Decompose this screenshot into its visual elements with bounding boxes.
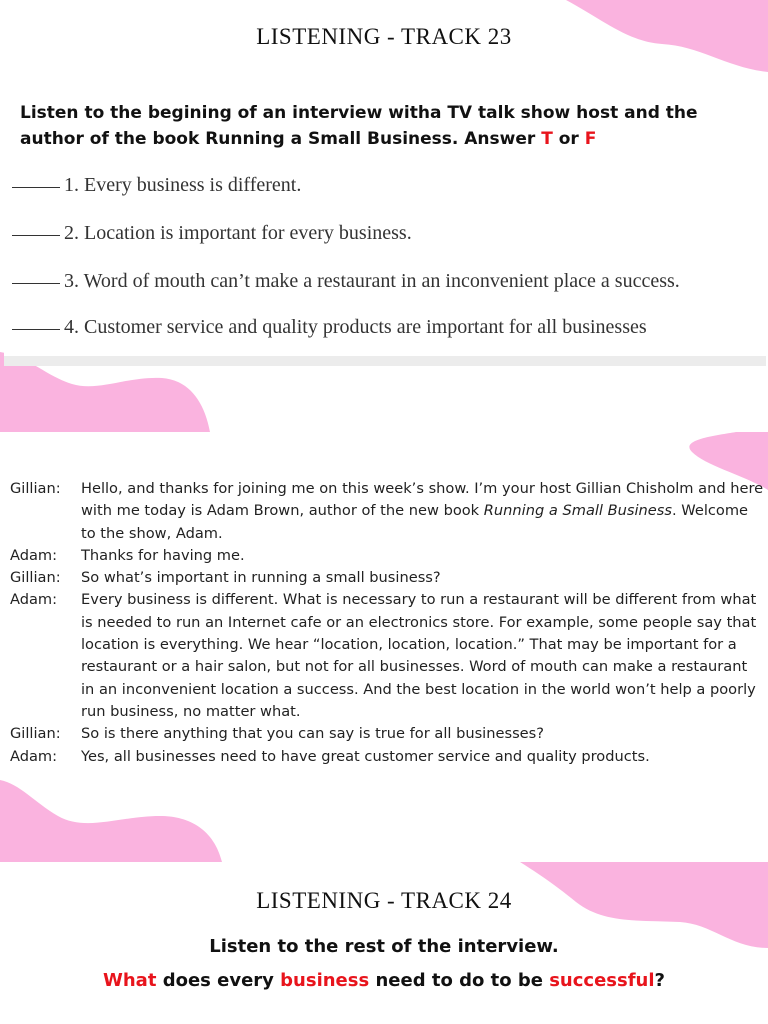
dialogue-line [10, 723, 765, 745]
question-line: What does every business need to do to be successful? [103, 970, 665, 991]
section-title: LISTENING - TRACK 24 [256, 888, 512, 913]
book-title: Running a Small Business [483, 502, 672, 520]
slide-transcript [0, 432, 768, 862]
instruction-line: Listen to the rest of the interview. [209, 936, 559, 957]
dialogue-line [10, 746, 765, 768]
question-item: 2. Location is important for every business. [12, 222, 412, 245]
answer-blank[interactable] [12, 283, 60, 284]
dialogue-text: Every business is different. What is necessary to run a restaurant will be different from what is needed to run an Internet cafe or an electronics store. For example, some people say that location is everything. We hear “location, location, location.” That may be important for a restaurant or a hair salon, but not for all businesses. Word of mouth can make a restaurant in an inconvenient location a success. And the best location in the world won’t help a poorly run business, no matter what. [81, 591, 757, 720]
speaker-name: Adam: [10, 747, 58, 765]
dialogue-line [10, 545, 765, 567]
answer-blank[interactable] [12, 329, 60, 330]
speaker-name: Gillian: [10, 725, 61, 743]
slide-track-24 [0, 862, 768, 1024]
speaker-name: Gillian: [10, 569, 61, 587]
true-label: T [541, 129, 553, 149]
question-item: 4. Customer service and quality products are important for all businesses [12, 316, 647, 339]
answer-blank[interactable] [12, 187, 60, 188]
dialogue-text: Yes, all businesses need to have great customer service and quality products. [81, 747, 650, 765]
dialogue-text: So is there anything that you can say is true for all businesses? [81, 725, 545, 743]
instruction-text: Listen to the begining of an interview witha TV talk show host and the author of the book Running a Small Business. Answer T or F [20, 103, 698, 149]
dialogue-text: Hello, and thanks for joining me on this week’s show. I’m your host Gillian Chisholm and here with me today is Adam Brown, author of the new book Running a Small Business. Welcome to the show, Adam. [81, 480, 764, 542]
question-item: 1. Every business is different. [12, 174, 301, 197]
false-label: F [584, 129, 597, 149]
speaker-name: Adam: [10, 546, 58, 564]
speaker-name: Gillian: [10, 480, 61, 497]
question-item: 3. Word of mouth can’t make a restaurant in an inconvenient place a success. [12, 270, 680, 293]
page-title: LISTENING - TRACK 23 [256, 24, 512, 49]
slide-track-23 [0, 0, 768, 432]
answer-blank[interactable] [12, 235, 60, 236]
dialogue-line [10, 567, 765, 589]
dialogue-text: Thanks for having me. [81, 546, 245, 564]
true-false-questions [4, 170, 766, 366]
speaker-name: Adam: [10, 591, 58, 609]
dialogue-line [10, 478, 765, 545]
interview-transcript [10, 478, 765, 768]
dialogue-line [10, 589, 765, 723]
dialogue-text: So what’s important in running a small business? [81, 569, 441, 587]
